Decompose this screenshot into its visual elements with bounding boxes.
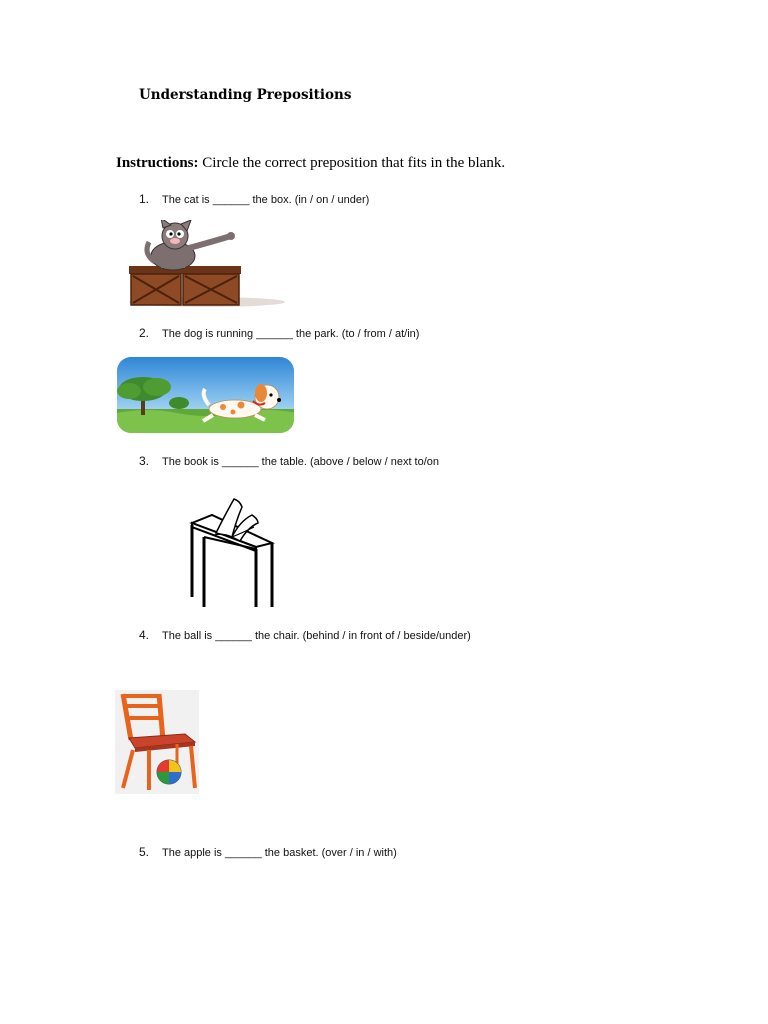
question-1 bbox=[139, 192, 369, 206]
question-3 bbox=[139, 454, 439, 468]
question-number: 1. bbox=[139, 192, 150, 206]
book-on-table-illustration bbox=[184, 493, 280, 611]
question-2 bbox=[139, 326, 419, 340]
instructions-text: Circle the correct preposition that fits in the blank. bbox=[198, 155, 506, 171]
question-text: The apple is ______ the basket. (over / in / with) bbox=[162, 847, 397, 859]
question-number: 3. bbox=[139, 454, 150, 468]
ball-under-chair-illustration bbox=[115, 690, 199, 794]
question-number: 4. bbox=[139, 628, 150, 642]
question-number: 2. bbox=[139, 326, 150, 340]
question-text: The ball is ______ the chair. (behind / in front of / beside/under) bbox=[162, 630, 471, 642]
question-text: The dog is running ______ the park. (to / from / at/in) bbox=[162, 328, 420, 340]
instructions-line bbox=[116, 155, 505, 172]
question-5 bbox=[139, 845, 397, 859]
question-4 bbox=[139, 628, 471, 642]
instructions-label: Instructions: bbox=[116, 155, 199, 171]
question-number: 5. bbox=[139, 845, 150, 859]
dog-running-in-park-illustration bbox=[117, 357, 294, 433]
cat-on-box-illustration bbox=[115, 220, 285, 308]
question-text: The cat is ______ the box. (in / on / under) bbox=[162, 194, 370, 206]
question-text: The book is ______ the table. (above / below / next to/on bbox=[162, 456, 440, 468]
worksheet-title: Understanding Prepositions bbox=[139, 87, 352, 103]
